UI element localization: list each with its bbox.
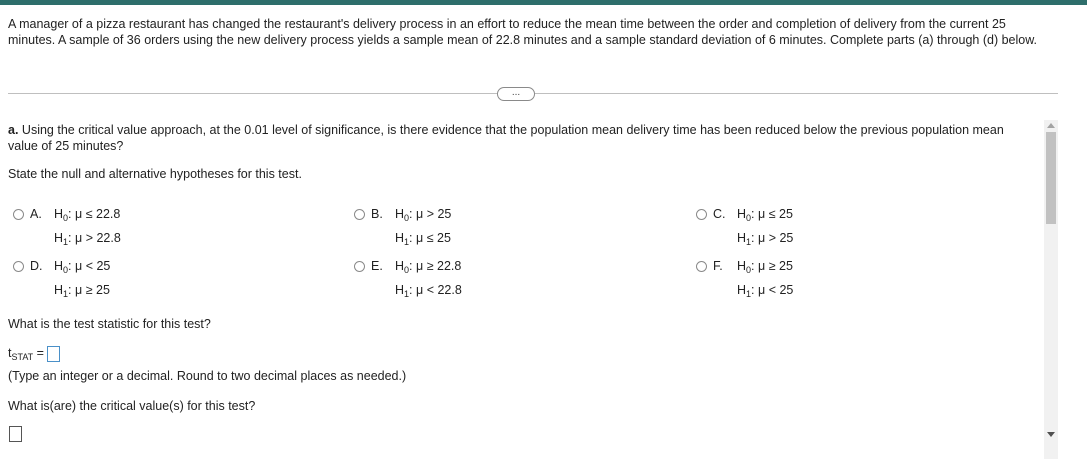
option-letter: B. — [371, 207, 383, 221]
radio-d[interactable] — [13, 261, 24, 272]
option-letter: D. — [30, 259, 43, 273]
scroll-thumb[interactable] — [1046, 132, 1056, 224]
expand-more-button[interactable]: ... — [497, 87, 535, 101]
hypotheses-e: $H_0$: μ ≥ 22.8 $H_1$: μ < 22.8 — [395, 259, 462, 299]
hypotheses-c: $H_0$: μ ≤ 25 $H_1$: μ > 25 — [737, 207, 794, 247]
h0-c: μ ≤ 25 — [758, 207, 793, 221]
vertical-scrollbar[interactable] — [1044, 120, 1058, 459]
hypotheses-f: $H_0$: μ ≥ 25 $H_1$: μ < 25 — [737, 259, 794, 299]
radio-e[interactable] — [354, 261, 365, 272]
radio-a[interactable] — [13, 209, 24, 220]
tstat-input[interactable] — [47, 346, 60, 362]
radio-c[interactable] — [696, 209, 707, 220]
option-b[interactable] — [354, 207, 451, 252]
option-d[interactable] — [13, 259, 110, 304]
hypotheses-d: $H_0$: μ < 25 $H_1$: μ ≥ 25 — [54, 259, 111, 299]
problem-intro: A manager of a pizza restaurant has changed the restaurant's delivery process in an effort to reduce the mean time between the order and completion of delivery from the current 25 minutes. A sample of 36 orders using the new delivery process yields a sample mean of 22.8 minutes and a sample standard deviation of 6 minutes. Complete parts (a) through (d) below. — [8, 17, 1038, 47]
option-f[interactable] — [696, 259, 793, 304]
critical-value-question: What is(are) the critical value(s) for this test? — [8, 399, 256, 413]
option-a[interactable] — [13, 207, 121, 252]
option-letter: F. — [713, 259, 723, 273]
h1-e: μ < 22.8 — [416, 283, 462, 297]
h1-f: μ < 25 — [758, 283, 794, 297]
rounding-hint: (Type an integer or a decimal. Round to two decimal places as needed.) — [8, 369, 407, 383]
h1-b: μ ≤ 25 — [416, 231, 451, 245]
option-c[interactable] — [696, 207, 793, 252]
hypotheses-b: $H_0$: μ > 25 $H_1$: μ ≤ 25 — [395, 207, 452, 247]
h0-e: μ ≥ 22.8 — [416, 259, 462, 273]
h1-c: μ > 25 — [758, 231, 794, 245]
part-a-text: Using the critical value approach, at the 0.01 level of significance, is there evidence that the population mean delivery time has been reduced below the previous population mean value of 25 minutes? — [8, 123, 1004, 153]
hypotheses-a: $H_0$: μ ≤ 22.8 $H_1$: μ > 22.8 — [54, 207, 121, 247]
tstat-row — [8, 346, 60, 362]
part-a-question — [8, 122, 1018, 154]
top-accent-bar — [0, 0, 1087, 5]
h0-b: μ > 25 — [416, 207, 452, 221]
h0-d: μ < 25 — [75, 259, 111, 273]
option-e[interactable] — [354, 259, 462, 304]
tstat-symbol: $t_{STAT}$ = — [8, 346, 44, 362]
scroll-up-arrow-icon[interactable] — [1047, 123, 1055, 128]
h0-a: μ ≤ 22.8 — [75, 207, 121, 221]
h1-a: μ > 22.8 — [75, 231, 121, 245]
test-statistic-question: What is the test statistic for this test? — [8, 317, 211, 331]
part-a-label: a. — [8, 123, 19, 137]
option-letter: A. — [30, 207, 42, 221]
critical-value-input[interactable] — [9, 426, 22, 442]
radio-f[interactable] — [696, 261, 707, 272]
scroll-down-arrow-icon[interactable] — [1047, 432, 1055, 437]
radio-b[interactable] — [354, 209, 365, 220]
option-letter: C. — [713, 207, 726, 221]
h1-d: μ ≥ 25 — [75, 283, 110, 297]
h0-f: μ ≥ 25 — [758, 259, 793, 273]
state-hypotheses-prompt: State the null and alternative hypotheses for this test. — [8, 167, 302, 181]
option-letter: E. — [371, 259, 383, 273]
